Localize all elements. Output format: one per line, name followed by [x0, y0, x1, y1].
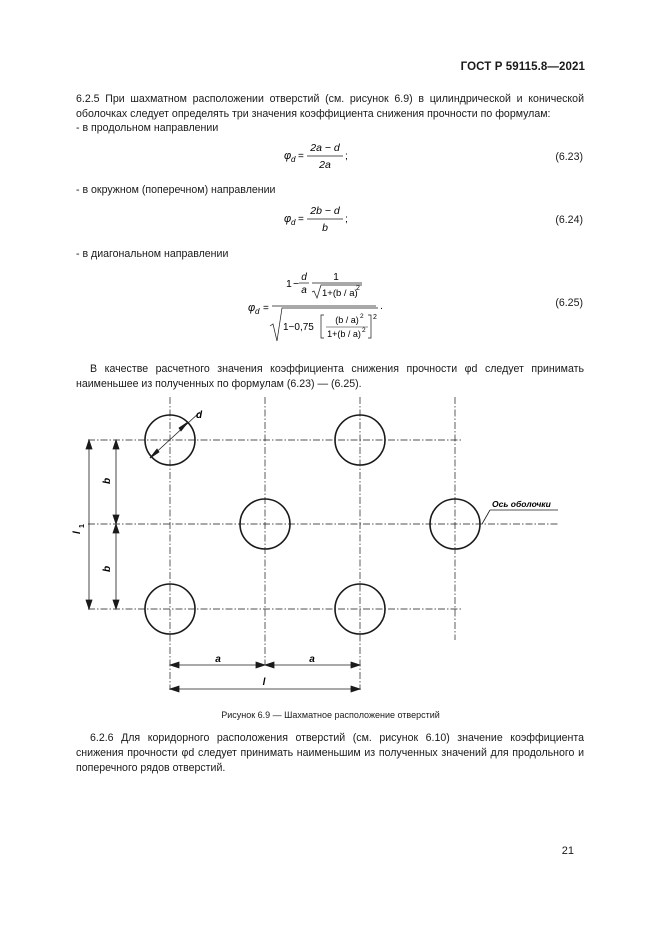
label-d: d — [196, 410, 203, 421]
axis-label: Ось оболочки — [492, 499, 551, 509]
eq625-den-prefix: 1−0,75 — [283, 322, 314, 333]
eq625-den-outer-exp: 2 — [373, 314, 377, 321]
eq623-equals: = — [298, 151, 304, 162]
equation-6-24 — [284, 202, 374, 239]
item-longitudinal: - в продольном направлении — [76, 122, 219, 134]
axis-leader — [482, 510, 490, 524]
figure-6-9 — [60, 388, 580, 700]
diameter-arrow-low — [150, 449, 159, 458]
holes — [145, 415, 480, 634]
eq623-lhs-sub: d — [291, 155, 296, 164]
eq623-numerator: 2a − d — [310, 142, 340, 154]
eq624-lhs-sub: d — [291, 218, 296, 227]
center-lines — [88, 397, 558, 690]
a-arrow-mid-left — [256, 662, 265, 668]
eq625-num-a: a — [301, 285, 307, 296]
label-b-upper: b — [102, 477, 113, 484]
l1-arrow-top — [86, 440, 92, 449]
page-number: 21 — [561, 845, 574, 857]
b-arrow-top — [113, 440, 119, 449]
eq625-equals: = — [263, 303, 269, 314]
eq623-tail: ; — [345, 150, 348, 162]
eq624-lhs: φ — [284, 213, 292, 225]
paragraph-6-2-6 — [76, 731, 584, 777]
a-arrow-left — [170, 662, 179, 668]
label-l1: l — [72, 531, 83, 534]
b-arrow-mid-down — [113, 524, 119, 533]
equation-number-6-23: (6.23) — [555, 151, 583, 163]
figure-caption: Рисунок 6.9 — Шахматное расположение отверстий — [221, 710, 440, 720]
eq624-denominator: b — [322, 222, 328, 234]
eq625-den-bracket-right — [368, 315, 371, 338]
a-arrow-right — [351, 662, 360, 668]
item-circumferential: - в окружном (поперечном) направлении — [76, 184, 276, 196]
eq625-den-inner-num: (b / a) — [335, 315, 359, 325]
eq625-tail: . — [380, 300, 383, 312]
document-header: ГОСТ Р 59115.8—2021 — [460, 61, 585, 73]
equation-number-6-25: (6.25) — [555, 297, 583, 309]
equation-6-24-svg — [284, 202, 374, 236]
eq624-equals: = — [298, 214, 304, 225]
vertical-dimensions — [86, 440, 119, 609]
eq625-num-d: d — [301, 272, 307, 283]
eq624-tail: ; — [345, 213, 348, 225]
item-diagonal: - в диагональном направлении — [76, 248, 229, 260]
eq625-lhs-sub: d — [255, 307, 260, 316]
label-a-right: a — [309, 654, 315, 665]
paragraph-6-2-6-text: 6.2.6 Для коридорного расположения отверстий (см. рисунок 6.10) значение коэффициента снижения прочности φd следует принимать наименьшим из полученных значений для продольного и поперечного рядов отверстий. — [76, 732, 584, 775]
eq625-lhs: φ — [248, 302, 256, 314]
eq625-den-bracket-left — [321, 315, 324, 338]
paragraph-conclusion-text: В качестве расчетного значения коэффициента снижения прочности φd следует принимать наименьшее из полученных по формулам (6.23) — (6.25). — [76, 363, 584, 391]
b-arrow-mid-up — [113, 515, 119, 524]
label-b-lower: b — [102, 565, 113, 572]
label-a-left: a — [215, 654, 221, 665]
eq624-numerator: 2b − d — [310, 205, 340, 217]
equation-6-25-svg — [246, 268, 396, 348]
b-arrow-bottom — [113, 600, 119, 609]
equation-6-23-svg — [284, 140, 374, 172]
eq625-num-root-exp: 2 — [356, 285, 360, 292]
eq625-num-one: 1 — [286, 278, 292, 290]
eq625-den-inner-den: 1+(b / a) — [327, 329, 361, 339]
eq623-lhs: φ — [284, 150, 292, 162]
l1-arrow-bottom — [86, 600, 92, 609]
eq625-num-minus: − — [293, 278, 300, 290]
l-arrow-right — [351, 686, 360, 692]
equation-number-6-24: (6.24) — [555, 214, 583, 226]
equation-6-25 — [246, 268, 396, 351]
eq625-num-frac-one: 1 — [333, 272, 339, 283]
eq625-den-inner-num-exp: 2 — [360, 313, 364, 320]
eq625-den-inner-den-exp: 2 — [362, 327, 366, 334]
l-arrow-left — [170, 686, 179, 692]
diameter-arrow-high — [179, 422, 188, 431]
paragraph-6-2-5 — [76, 92, 584, 122]
eq623-denominator: 2a — [319, 159, 331, 171]
a-arrow-mid-right — [265, 662, 274, 668]
paragraph-6-2-5-text: 6.2.5 При шахматном расположении отверстий (см. рисунок 6.9) в цилиндрической и конической оболочках следует определять три значения коэффициента снижения прочности по формулам: — [76, 93, 584, 121]
equation-6-23 — [284, 140, 374, 175]
eq625-num-root: 1+(b / a) — [322, 288, 358, 299]
label-l1-sub: 1 — [79, 524, 86, 528]
label-l: l — [262, 677, 266, 688]
